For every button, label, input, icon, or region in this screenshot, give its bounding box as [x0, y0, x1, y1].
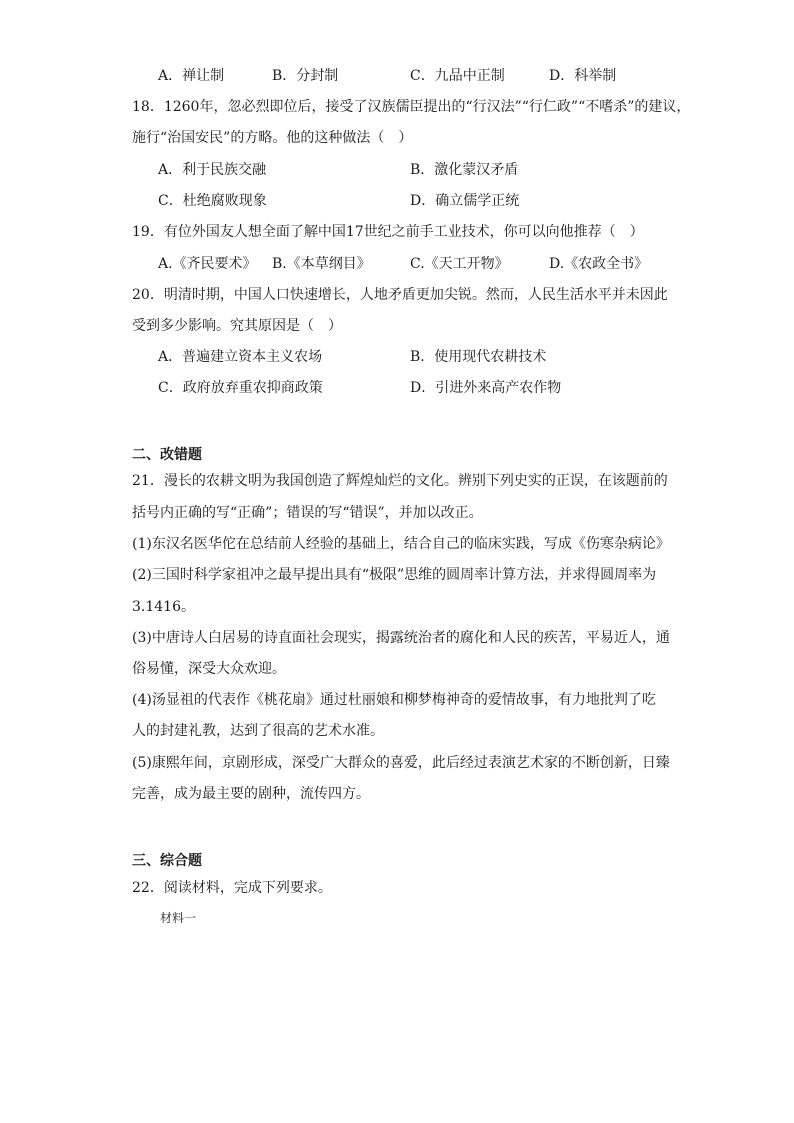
q21-item-3-line-1: (3)中唐诗人白居易的诗直面社会现实，揭露统治者的腐化和人民的疾苦，平易近人，通: [132, 630, 670, 646]
q19-option-b: B.《本草纲目》: [272, 256, 371, 272]
q22-stem: 22．阅读材料，完成下列要求。: [132, 880, 332, 896]
q18-stem-line-2: 施行“治国安民”的方略。他的这种做法（ ）: [132, 130, 413, 146]
q20-stem-line-2: 受到多少影响。究其原因是（ ）: [132, 318, 342, 334]
q21-item-5-line-1: (5)康熙年间，京剧形成，深受广大群众的喜爱，此后经过表演艺术家的不断创新，日臻: [132, 755, 670, 771]
q21-item-1: (1)东汉名医华佗在总结前人经验的基础上，结合自己的临床实践，写成《伤寒杂病论》: [132, 536, 670, 552]
q21-item-4-line-1: (4)汤显祖的代表作《桃花扇》通过杜丽娘和柳梦梅神奇的爱情故事，有力地批判了吃: [132, 692, 656, 708]
q20-stem-line-1: 20．明清时期，中国人口快速增长，人地矛盾更加尖锐。然而，人民生活水平并未因此: [132, 287, 668, 303]
q17-option-d: D．科举制: [549, 68, 617, 84]
q18-option-a: A．利于民族交融: [158, 162, 267, 178]
q19-option-d: D.《农政全书》: [549, 256, 649, 272]
q22-material-label: 材料一: [160, 911, 197, 925]
q18-option-b: B．激化蒙汉矛盾: [410, 162, 519, 178]
section-heading-comprehensive: 三、综合题: [132, 853, 202, 869]
q20-option-d: D．引进外来高产农作物: [410, 380, 562, 396]
q21-item-2-line-2: 3.1416。: [132, 599, 195, 615]
q21-item-2-line-1: (2)三国时科学家祖冲之最早提出具有“极限”思维的圆周率计算方法，并求得圆周率为: [132, 567, 657, 583]
q19-option-a: A.《齐民要术》: [158, 256, 257, 272]
q17-option-a: A．禅让制: [158, 68, 225, 84]
q21-line-2: 括号内正确的写“正确”；错误的写“错误”，并加以改正。: [132, 505, 483, 521]
q21-line-1: 21．漫长的农耕文明为我国创造了辉煌灿烂的文化。辨别下列史实的正误，在该题前的: [132, 473, 668, 489]
q17-option-b: B．分封制: [272, 68, 339, 84]
section-heading-correction: 二、改错题: [132, 447, 202, 463]
q21-item-5-line-2: 完善，成为最主要的剧种，流传四方。: [132, 786, 370, 802]
q19-stem: 19．有位外国友人想全面了解中国17世纪之前手工业技术，你可以向他推荐（ ）: [132, 224, 644, 240]
q21-item-4-line-2: 人的封建礼教，达到了很高的艺术水准。: [132, 723, 384, 739]
q18-option-c: C．杜绝腐败现象: [158, 193, 267, 209]
q20-option-c: C．政府放弃重农抑商政策: [158, 380, 323, 396]
q20-option-b: B．使用现代农耕技术: [410, 349, 547, 365]
q18-stem-line-1: 18．1260年，忽必烈即位后，接受了汉族儒臣提出的“行汉法”“行仁政”“不嗜杀”的建议，: [132, 99, 691, 115]
q21-item-3-line-2: 俗易懂，深受大众欢迎。: [132, 661, 286, 677]
q17-option-c: C．九品中正制: [410, 68, 505, 84]
q19-option-c: C.《天工开物》: [410, 256, 509, 272]
q20-option-a: A．普遍建立资本主义农场: [158, 349, 323, 365]
q18-option-d: D．确立儒学正统: [410, 193, 520, 209]
